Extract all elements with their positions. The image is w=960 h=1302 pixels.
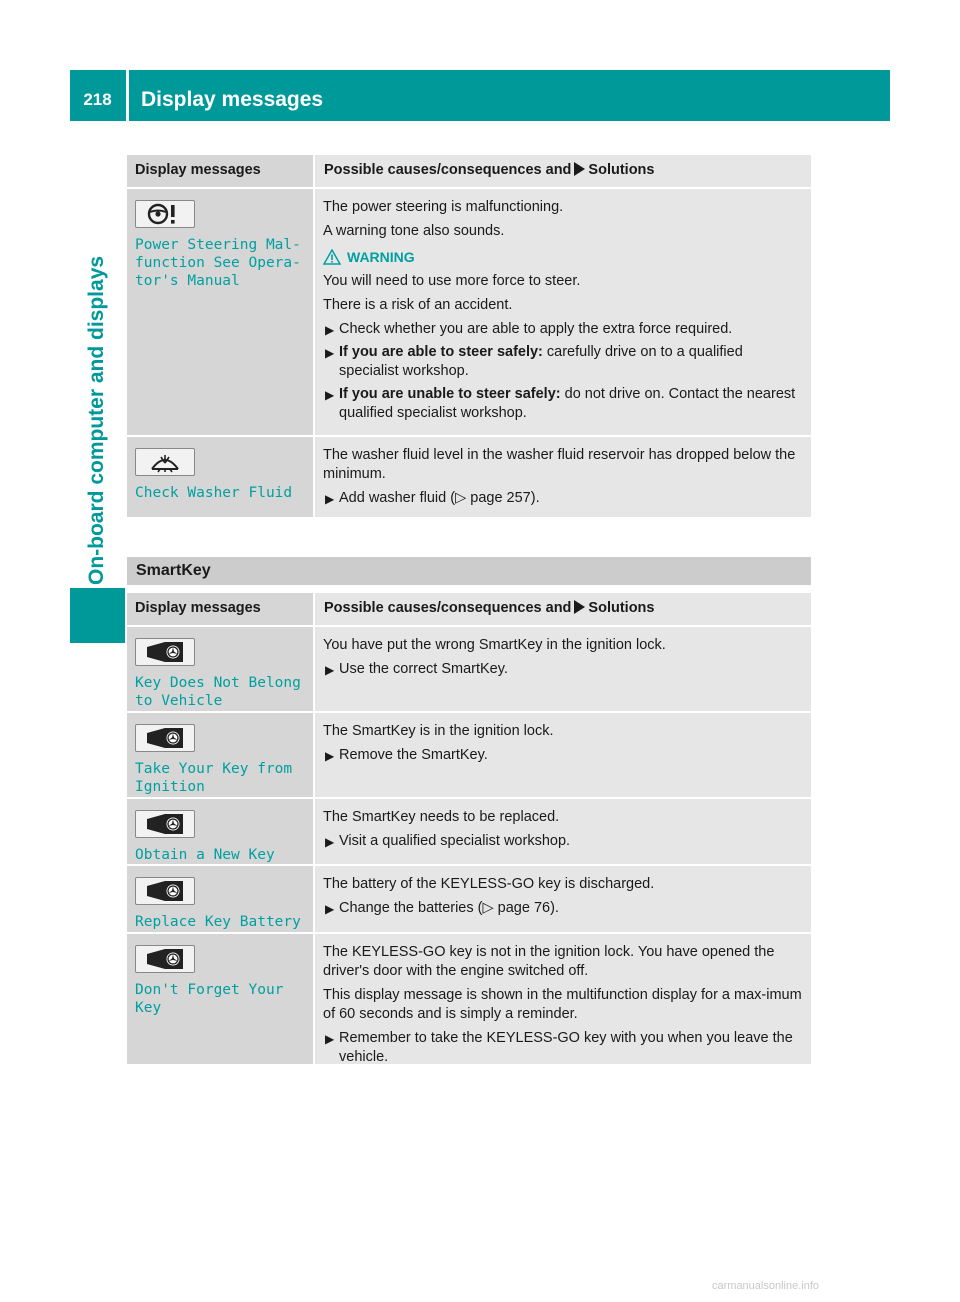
- column-header-solutions: Possible causes/consequences and Solutions: [315, 155, 811, 187]
- display-message-text: Take Your Key from Ignition: [135, 761, 293, 795]
- page-ref-arrow-icon: ▷: [455, 490, 467, 506]
- smartkey-icon: [135, 810, 195, 838]
- page-reference[interactable]: page 76: [497, 900, 551, 916]
- step-arrow-icon: ▶: [325, 749, 335, 763]
- step-arrow-icon: ▶: [325, 346, 335, 360]
- table-header-row: [127, 155, 811, 187]
- step-arrow-icon: ▶: [325, 902, 335, 916]
- display-messages-table: [127, 155, 811, 519]
- solution-arrow-icon: [574, 600, 585, 614]
- table-row: Power Steering Mal- function See Opera- tor's Manual The power steering is malfunctioning. A warning tone also sounds. WARNING You will need to use more force to steer. There is a risk of an accident. ▶ Check whether you are able to apply the extra force required. ▶ If you are able to steer safely: carefully drive on to a qualified specialist workshop. ▶ If you are unable to steer safely: do not drive on. Contact the nearest qualified specialist workshop.: [127, 189, 811, 435]
- solution-step: ▶ Change the batteries (▷ page 76).: [323, 899, 803, 918]
- table-row: Replace Key Battery The battery of the KEYLESS-GO key is discharged. ▶ Change the batteries (▷ page 76).: [127, 866, 811, 932]
- solution-step: ▶ Remember to take the KEYLESS-GO key with you when you leave the vehicle.: [325, 1030, 793, 1065]
- steering-warning-icon: [135, 200, 195, 228]
- column-header-display-messages: Display messages: [127, 593, 313, 625]
- table-row: Key Does Not Belong to Vehicle You have put the wrong SmartKey in the ignition lock. ▶ Use the correct SmartKey.: [127, 627, 811, 711]
- page-reference[interactable]: page 257: [470, 490, 531, 506]
- display-message-text: Check Washer Fluid: [135, 485, 293, 501]
- page-number: 218: [83, 90, 112, 109]
- column-header-display-messages: Display messages: [127, 155, 313, 187]
- warning-triangle-icon: [323, 249, 341, 265]
- warning-heading: WARNING: [323, 249, 803, 265]
- table-row: Obtain a New Key The SmartKey needs to be replaced. ▶ Visit a qualified specialist workshop.: [127, 799, 811, 864]
- display-message-text: Replace Key Battery: [135, 914, 301, 930]
- header-divider: [126, 70, 129, 121]
- smartkey-icon: [135, 724, 195, 752]
- step-arrow-icon: ▶: [325, 1032, 335, 1046]
- side-tab-label: On-board computer and displays: [85, 255, 108, 585]
- table-row: Take Your Key from Ignition The SmartKey is in the ignition lock. ▶ Remove the SmartKey.: [127, 713, 811, 797]
- solution-step: ▶ Add washer fluid (▷ page 257).: [323, 489, 803, 508]
- display-message-text: Don't Forget Your Key: [135, 982, 284, 1016]
- side-tab-marker: [70, 588, 125, 643]
- step-arrow-icon: ▶: [325, 492, 335, 506]
- step-arrow-icon: ▶: [325, 663, 335, 677]
- table-header-row: [127, 593, 811, 625]
- smartkey-icon: [135, 945, 195, 973]
- section-title-smartkey: SmartKey: [127, 557, 811, 585]
- watermark: carmanualsonline.info: [712, 1280, 820, 1292]
- page-ref-arrow-icon: ▷: [482, 900, 494, 916]
- column-header-solutions: Possible causes/consequences and Solutions: [315, 593, 811, 625]
- table-row: Don't Forget Your Key The KEYLESS-GO key is not in the ignition lock. You have opened the driver's door with the engine switched off. This display message is shown in the multifunction display for a max-imum of 60 seconds and is simply a reminder. ▶ Remember to take the KEYLESS-GO key with you when you leave the vehicle.: [127, 934, 811, 1064]
- step-arrow-icon: ▶: [325, 835, 335, 849]
- step-arrow-icon: ▶: [325, 388, 335, 402]
- step-arrow-icon: ▶: [325, 323, 335, 337]
- smartkey-icon: [135, 877, 195, 905]
- table-row: Check Washer Fluid The washer fluid level in the washer fluid reservoir has dropped below the minimum. ▶ Add washer fluid (▷ page 257).: [127, 437, 811, 517]
- display-message-text: Key Does Not Belong to Vehicle: [135, 675, 301, 709]
- smartkey-icon: [135, 638, 195, 666]
- solution-arrow-icon: [574, 162, 585, 176]
- solution-step: ▶ Check whether you are able to apply the extra force required.: [323, 320, 803, 339]
- page-title: Display messages: [141, 88, 324, 111]
- solution-step: ▶ Remove the SmartKey.: [323, 746, 803, 765]
- display-message-text: Power Steering Mal- function See Opera- tor's Manual: [135, 237, 301, 289]
- solution-step: ▶ If you are unable to steer safely: do not drive on. Contact the nearest qualified specialist workshop.: [325, 386, 796, 421]
- display-message-text: Obtain a New Key: [135, 847, 275, 863]
- page-header: [70, 70, 890, 121]
- washer-fluid-icon: [135, 448, 195, 476]
- solution-step: ▶ Visit a qualified specialist workshop.: [323, 832, 803, 851]
- smartkey-table: [127, 593, 811, 1066]
- solution-step: ▶ If you are able to steer safely: carefully drive on to a qualified specialist workshop.: [325, 344, 743, 379]
- solution-step: ▶ Use the correct SmartKey.: [323, 660, 803, 679]
